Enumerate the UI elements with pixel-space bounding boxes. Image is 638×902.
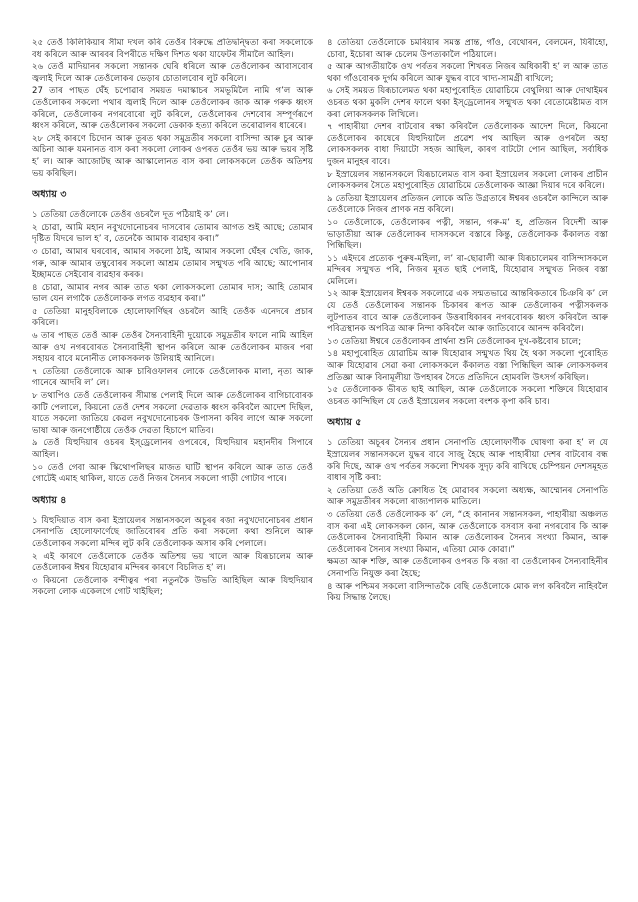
verse: ১ তেতিয়া অচূৰৰ সৈন্যৰ প্ৰধান সেনাপতি হোলোফাৰ্ণীক ঘোষণা কৰা হ’ ল যে ইস্ৰায়েলৰ সন্তানসকলে যুদ্ধৰ বাবে সাজু হৈছে আৰু পাহাৰীয়া দেশৰ বাটবোৰ বন্ধ কৰি দিছে, আৰু ওখ পৰ্বতৰ সকলো শিখৰক সুদৃঢ় কৰি ৰাখিছে চেম্পিয়ন দেশসমূহত বাধাৰ সৃষ্টি কৰা:: [327, 438, 608, 484]
verse: ১১ এইদৰে প্ৰত্যেক পুৰুষ-মহিলা, ল’ ৰা-ছোৱালী আৰু যিৰূচালেমৰ বাসিন্দাসকলে মন্দিৰৰ সন্মুখত পৰি, নিজৰ মূৰত ছাই পেলাই, যিহোৱাৰ সন্মুখত নিজৰ বস্তা মেলিলে।: [327, 253, 608, 287]
chapter-2-end: [32, 38, 313, 180]
verse: ১৩ তেতিয়া ঈশ্বৰে তেওঁলোকৰ প্ৰাৰ্থনা শুনি তেওঁলোকৰ দুখ-কষ্টবোৰ চালে;: [327, 336, 582, 347]
verse: ৭ তেতিয়া তেওঁলোকে আৰু চাৰিওফালৰ লোকে তেওঁলোকক মালা, নৃত্য আৰু গানেৰে আদৰি ল’ লে।: [32, 366, 313, 389]
chapter-5: [327, 438, 608, 604]
chapter-4-heading: অধ্যায় ৪: [32, 494, 67, 506]
verse: ৭ পাহাৰীয়া দেশৰ বাটবোৰ ৰক্ষা কৰিবলৈ তেওঁলোকক আদেশ দিলে, কিয়নো তেওঁলোকৰ কাষেৰে যিহুদিয়ালৈ প্ৰৱেশ পথ আছিল আৰু ওপৰলৈ অহা লোকসকলক বাধা দিয়াটো সহজ আছিল, কাৰণ বাটটো পোন আছিল, সৰ্বাধিক দুজন মানুহৰ বাবে।: [327, 122, 608, 167]
verse: ৮ ইস্ৰায়েলৰ সন্তানসকলে যিৰূচালেমত বাস কৰা ইস্ৰায়েলৰ সকলো লোকৰ প্ৰাচীন লোকসকলৰ সৈতে মহাপুৰোহিত য়োৱাচিমে তেওঁলোকক আজ্ঞা দিয়াৰ দৰে কৰিলে।: [327, 169, 608, 192]
verse: ৫ আৰু আগতীয়াকৈ ওখ পৰ্বতৰ সকলো শিখৰত নিজৰ অধিকাৰী হ’ ল আৰু তাত থকা গাঁওবোৰক দুৰ্গম কৰিলে আৰু যুদ্ধৰ বাবে খাদ্য-সামগ্ৰী ৰাখিলে;: [327, 62, 608, 84]
verse: ২ চোৱা, আমি মহান নবুখদোনোচৰৰ দাসবোৰ তোমাৰ আগত শুই আছে; তোমাৰ দৃষ্টিত যিদৰে ভাল হ’ ব, তেনেকৈ আমাক ব্যৱহাৰ কৰা।”: [32, 222, 313, 245]
chapter-3: [32, 210, 313, 486]
verse: ৩ কিয়নো তেওঁলোক বন্দীত্বৰ পৰা নতুনকৈ উভতি আহিছিল আৰু যিহুদিয়াৰ সকলো লোক একেলগে গোট খাইছিল;: [32, 575, 313, 598]
verse: ৪ চোৱা, আমাৰ নগৰ আৰু তাত থকা লোকসকলো তোমাৰ দাস; আহি তোমাৰ ভাল যেন লগাকৈ তেওঁলোকক লগত ব্যৱহাৰ কৰা।”: [32, 282, 313, 305]
verse: ১৪ মহাপুৰোহিত য়োৱাচিম আৰু যিহোৱাৰ সন্মুখত থিয় হৈ থকা সকলো পুৰোহিত আৰু যিহোৱাৰ সেৱা কৰা লোকসকলে কঁকালত বস্তা পিন্ধিছিল আৰু লোকসকলৰ প্ৰতিজ্ঞা আৰু বিনামূলীয়া উপহাৰৰ সৈতে প্ৰতিদিনে হোমবলি উৎসৰ্গ কৰিছিল।: [327, 349, 608, 383]
verse: ক্ষমতা আৰু শক্তি, আৰু তেওঁলোকৰ ওপৰত কি ৰজা বা তেওঁলোকৰ সৈন্যবাহিনীৰ সেনাপতি নিযুক্ত কৰা হৈছে;: [327, 557, 608, 579]
verse: ২৮ সেই কাৰণে চিদোন আৰু তূৰত থকা সমুদ্ৰতীৰ সকলো বাসিন্দা আৰু চুৰ আৰু অচিনা আৰু যমনানত বাস কৰা সকলো লোকৰ ওপৰত তেওঁৰ ভয় আৰু ভয়ৰ সৃষ্টি হ’ ল। আৰু আজোটছ আৰু আস্কালোনত বাস কৰা লোকসকলে তেওঁক অতিশয় ভয় কৰিছিল।: [32, 133, 313, 179]
verse: ১ তেতিয়া তেওঁলোকে তেওঁৰ ওচৰলৈ দূত পঠিয়াই ক’ লে।: [32, 210, 229, 221]
verse: ১৫ তেওঁলোকক ভীৰত ছাই আছিল, আৰু তেওঁলোকে সকলো শক্তিৰে যিহোৱাৰ ওচৰত কান্দিছিল যে তেওঁ ইস্ৰায়েলৰ সকলো বংশক কৃপা কৰি চাব।: [327, 385, 608, 407]
verse: ৪ তেতিয়া তেওঁলোকে চমৰিয়াৰ সমস্ত প্ৰান্ত, গাঁও, বেথোৰন, বেলমেন, যিৰীহো, চোবা, ইচোৰা আৰু চেলেম উপত্যকালৈ পঠিয়ালে।: [327, 38, 608, 60]
verse: ৬ তাৰ পাছত তেওঁ আৰু তেওঁৰ সৈন্যবাহিনী দুয়োকে সমুদ্ৰতীৰ ফালে নামি আহিল আৰু ওখ নগৰবোৰত সৈন্যবাহিনী স্থাপন কৰিলে আৰু তেওঁলোকৰ মাজৰ পৰা সহায়ৰ বাবে মনোনীত লোকসকলক উলিয়াই আনিলে।: [32, 331, 313, 365]
left-column: [32, 38, 313, 882]
verse: ৩ তেতিয়া তেওঁ তেওঁলোকক ক’ লে, “হে কানানৰ সন্তানসকল, পাহাৰীয়া অঞ্চলত বাস কৰা এই লোকসকল কোন, আৰু তেওঁলোকে বসবাস কৰা নগৰবোৰ কি আৰু তেওঁলোকৰ সৈন্যবাহিনী কিমান আৰু তেওঁলোকৰ সৈন্যৰ সংখ্যা কিমান, আৰু তেওঁলোকৰ সৈন্যৰ সংখ্যা কিমান, এতিয়া মোক কোৱা।”: [327, 509, 608, 555]
verse: ২ এই কাৰণে তেওঁলোকে তেওঁক অতিশয় ভয় খালে আৰু যিৰূচালেম আৰু তেওঁলোকৰ ঈশ্বৰ যিহোৱাৰ মন্দিৰৰ কাৰণে বিচলিত হ’ ল।: [32, 551, 313, 574]
verse: ১ যিহুদিয়াত বাস কৰা ইস্ৰায়েলৰ সন্তানসকলে অচূৰৰ ৰজা নবুখদোনোচৰৰ প্ৰধান সেনাপতি হোলোফাৰ্ণেছে জাতিবোৰৰ প্ৰতি কৰা সকলো কথা শুনিলে আৰু তেওঁলোকৰ সকলো মন্দিৰ লুট কৰি তেওঁলোকক অসাৰ কৰি পেলালে।: [32, 515, 313, 549]
chapter-5-heading: অধ্যায় ৫: [327, 417, 362, 429]
verse: ৪ আৰু পশ্চিমৰ সকলো বাসিন্দাতকৈ বেছি তেওঁলোকে মোক লগ কৰিবলৈ নাহিবলৈ কিয় সিদ্ধান্ত লৈছে।: [327, 581, 608, 604]
chapter-4-continued: [327, 38, 608, 408]
verse: ২৬ তেওঁ মাদিয়ানৰ সকলো সন্তানক ঘেৰি ধৰিলে আৰু তেওঁলোকৰ আবাসবোৰ জ্বলাই দিলে আৰু তেওঁলোকৰ ভেড়াৰ চোতালবোৰ লুট কৰিলে।: [32, 62, 313, 84]
verse: ৯ তেওঁ যিহুদিয়াৰ ওচৰৰ ইস্‌ড্ৰেলোনৰ ওপৰেৰে, যিহুদিয়াৰ মহানদীৰ সিপাৰে আহিল।: [32, 438, 313, 460]
chapter-3-heading: অধ্যায় ৩: [32, 189, 67, 201]
verse: ২ তেতিয়া তেওঁ অতি ক্ৰোধিত হৈ মোৱাবৰ সকলো অধ্যক্ষ, আম্মোনৰ সেনাপতি আৰু সমুদ্ৰতীৰৰ সকলো ৰাজ্যপালক মাতিলে।: [327, 485, 608, 508]
verse: ৩ চোৱা, আমাৰ ঘৰবোৰ, আমাৰ সকলো ঠাই, আমাৰ সকলো ঘেঁহৰ খেতি, জাক, গৰু, আৰু আমাৰ তম্বুবোৰৰ সকলো আশ্ৰম তোমাৰ সন্মুখত পৰি আছে; আপোনাৰ ইচ্ছামতে সেইবোৰ ব্যৱহাৰ কৰক।: [32, 246, 313, 281]
verse: ৮ তথাপিও তেওঁ তেওঁলোকৰ সীমান্ত পেলাই দিলে আৰু তেওঁলোকৰ বাগিচাবোৰক কাটি পেলালে, কিয়নো তেওঁ দেশৰ সকলো দেৱতাক ধ্বংস কৰিবলৈ আদেশ দিছিল, যাতে সকলো জাতিয়ে কেৱল নবুখদোনোচৰক উপাসনা কৰিব লাগে আৰু সকলো ভাষা আৰু জনগোষ্ঠীয়ে তেওঁক দেৱতা হিচাপে মাতিব।: [32, 391, 313, 436]
verse: ২৫ তেওঁ কিলিকিয়াৰ সীমা দখল কৰি তেওঁৰ বিৰুদ্ধে প্ৰতিদ্বন্দ্বিতা কৰা সকলোকে বধ কৰিলে আৰু আৰবৰ বিপৰীতে দক্ষিণ দিশত থকা যাফেটৰ সীমালৈ আহিল।: [32, 38, 313, 60]
verse: ১২ আৰু ইস্ৰায়েলৰ ঈশ্বৰক সকলোৱে এক সন্মতভাৱে আন্তৰিকতাৰে চিঞৰি ক’ লে যে তেওঁ তেওঁলোকৰ সন্তানক চিকাৰৰ ৰূপত আৰু তেওঁলোকৰ পত্নীসকলক লুটপাতৰ বাবে আৰু তেওঁলোকৰ উত্তৰাধিকাৰৰ নগৰবোৰক ধ্বংস কৰিবলৈ আৰু পবিত্ৰস্থানক অপবিত্ৰ আৰু নিন্দা কৰিবলৈ আৰু জাতিবোৰে আনন্দ কৰিবলৈ।: [327, 289, 608, 335]
chapter-4: [32, 516, 313, 599]
verse: ১০ তেওঁ গেবা আৰু স্কিথোপলিছৰ মাজত ঘাটি স্থাপন কৰিলে আৰু তাত তেওঁ গোটেই এমাহ থাকিল, যাতে তেওঁ নিজৰ সৈন্যৰ সকলো গাড়ী গোটাব পাৰে।: [32, 462, 313, 485]
verse: ১০ তেওঁলোকে, তেওঁলোকৰ পত্নী, সন্তান, গৰু-ম’ হ, প্ৰতিজন বিদেশী আৰু ভাড়াতীয়া আৰু তেওঁলোকৰ দাসসকলে বস্তাৰে কিন্তু, তেওঁলোকক কঁকালত বস্তা পিন্ধিছিল।: [327, 217, 608, 252]
verse: ৫ তেতিয়া মানুহবিলাকে হোলোফাৰ্ণিছৰ ওচৰলৈ আহি তেওঁক এনেদৰে প্ৰচাৰ কৰিলে।: [32, 306, 313, 329]
verse: ৬ সেই সময়ত যিৰূচালেমত থকা মহাপুৰোহিত য়োৱাচিমে বেথুলিয়া আৰু দোথাইমৰ ওচৰত থকা মুকলি দেশৰ ফালে থকা ইস্‌ড্ৰেলোনৰ সন্মুখত থকা বেতোমেষ্টামত বাস কৰা লোকসকলক লিখিলে।: [327, 86, 608, 120]
right-column: [327, 38, 608, 882]
verse: 27 তাৰ পাছত ঘেঁহ চপোৱাৰ সময়ত দমাস্কাচৰ সমভূমিলৈ নামি গ’ল আৰু তেওঁলোকৰ সকলো পথাৰ জ্বলাই দিলে আৰু তেওঁলোকৰ জাক আৰু গৰুক ধ্বংস কৰিলে, তেওঁলোকৰ নগৰবোৰো লুট কৰিলে, তেওঁলোকৰ দেশবোৰ সম্পূৰ্ণৰূপে ধ্বংস কৰিলে, আৰু তেওঁলোকৰ সকলো ডেকাক হত্যা কৰিলে তৰোৱালৰ ধাৰেৰে।: [32, 86, 313, 132]
verse: ৯ তেতিয়া ইস্ৰায়েলৰ প্ৰতিজন লোকে অতি উগ্ৰতাৰে ঈশ্বৰৰ ওচৰলৈ কান্দিলে আৰু তেওঁলোকে নিজৰ প্ৰাণক নম্ৰ কৰিলে।: [327, 193, 608, 216]
